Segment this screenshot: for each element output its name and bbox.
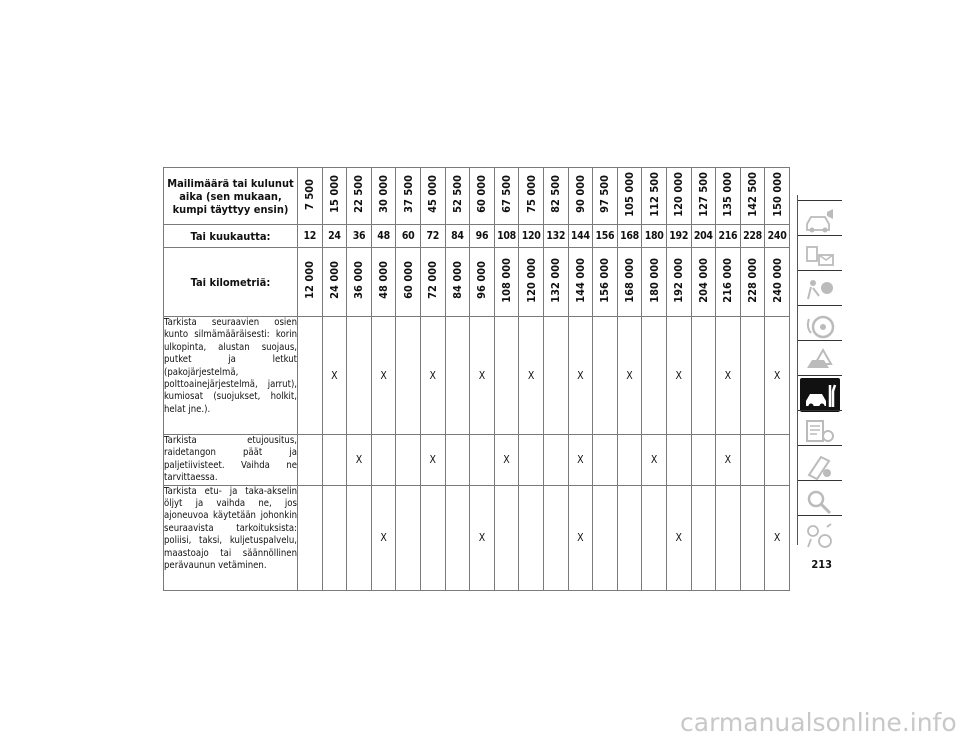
chapter-tab[interactable] bbox=[800, 343, 840, 377]
chapter-tab[interactable] bbox=[800, 448, 840, 482]
task-description: Tarkista etujousitus, raidetangon päät ja paljetiivisteet. Vaihda ne tarvittaessa. bbox=[164, 435, 297, 484]
months-value: 144 bbox=[568, 225, 593, 248]
miles-value: 37 500 bbox=[401, 175, 415, 213]
km-cell bbox=[716, 248, 741, 317]
km-value: 120 000 bbox=[524, 257, 538, 303]
task-mark bbox=[691, 485, 716, 590]
task-mark bbox=[445, 317, 470, 435]
task-mark bbox=[470, 435, 495, 486]
warning-car-icon bbox=[801, 344, 839, 376]
multimedia-icon bbox=[801, 449, 839, 481]
task-mark: X bbox=[470, 317, 495, 435]
task-mark bbox=[593, 485, 618, 590]
km-cell bbox=[494, 248, 519, 317]
km-cell bbox=[371, 248, 396, 317]
km-value: 60 000 bbox=[401, 261, 415, 299]
task-mark bbox=[445, 485, 470, 590]
chapter-tab[interactable] bbox=[800, 378, 840, 412]
months-value: 132 bbox=[543, 225, 568, 248]
months-value: 84 bbox=[445, 225, 470, 248]
miles-cell bbox=[617, 168, 642, 225]
miles-value: 52 500 bbox=[450, 175, 464, 213]
miles-value: 22 500 bbox=[352, 175, 366, 213]
miles-cell bbox=[765, 168, 790, 225]
chapter-tab[interactable] bbox=[800, 413, 840, 447]
miles-cell bbox=[593, 168, 618, 225]
months-value: 108 bbox=[494, 225, 519, 248]
miles-cell bbox=[445, 168, 470, 225]
miles-value: 120 000 bbox=[672, 171, 686, 217]
months-value: 204 bbox=[691, 225, 716, 248]
miles-cell bbox=[347, 168, 372, 225]
task-mark bbox=[322, 485, 347, 590]
task-mark: X bbox=[347, 435, 372, 486]
miles-cell bbox=[691, 168, 716, 225]
months-value: 192 bbox=[666, 225, 691, 248]
task-mark bbox=[445, 435, 470, 486]
months-value: 96 bbox=[470, 225, 495, 248]
task-description: Tarkista seuraavien osien kunto silmämääräisesti: korin ulkopinta, alustan suojaus, putket ja letkut (pakojärjestelmä, polttoainejärjestelmä, jarrut), kumiosat (suojukset, holkit, helat jne.). bbox=[164, 317, 298, 435]
task-mark bbox=[740, 435, 765, 486]
miles-value: 90 000 bbox=[573, 175, 587, 213]
miles-value: 15 000 bbox=[327, 175, 341, 213]
task-mark: X bbox=[420, 317, 445, 435]
months-value: 240 bbox=[765, 225, 790, 248]
km-value: 72 000 bbox=[426, 261, 440, 299]
km-cell bbox=[642, 248, 667, 317]
task-mark bbox=[691, 435, 716, 486]
airbag-icon bbox=[801, 274, 839, 306]
miles-value: 60 000 bbox=[475, 175, 489, 213]
task-mark: X bbox=[494, 435, 519, 486]
km-value: 168 000 bbox=[623, 257, 637, 303]
car-info-icon bbox=[801, 204, 839, 236]
miles-cell bbox=[740, 168, 765, 225]
steering-icon bbox=[801, 309, 839, 341]
chapter-tab[interactable] bbox=[800, 203, 840, 237]
miles-value: 30 000 bbox=[377, 175, 391, 213]
chapter-tab[interactable] bbox=[800, 518, 840, 552]
task-mark bbox=[298, 485, 323, 590]
months-value: 156 bbox=[593, 225, 618, 248]
km-cell bbox=[420, 248, 445, 317]
task-mark: X bbox=[568, 317, 593, 435]
task-mark: X bbox=[642, 435, 667, 486]
task-mark bbox=[347, 485, 372, 590]
tab-divider bbox=[798, 305, 842, 306]
miles-cell bbox=[298, 168, 323, 225]
chapter-tab[interactable] bbox=[800, 273, 840, 307]
miles-cell bbox=[716, 168, 741, 225]
miles-value: 142 500 bbox=[745, 171, 759, 217]
task-row bbox=[164, 317, 790, 435]
maintenance-schedule-table bbox=[163, 167, 790, 591]
task-mark bbox=[396, 317, 421, 435]
task-mark: X bbox=[519, 317, 544, 435]
miles-value: 7 500 bbox=[303, 178, 317, 210]
months-value: 12 bbox=[298, 225, 323, 248]
km-value: 12 000 bbox=[303, 261, 317, 299]
km-value: 96 000 bbox=[475, 261, 489, 299]
miles-value: 75 000 bbox=[524, 175, 538, 213]
miles-value: 105 000 bbox=[623, 171, 637, 217]
task-mark bbox=[420, 485, 445, 590]
km-value: 216 000 bbox=[721, 257, 735, 303]
task-mark bbox=[765, 435, 790, 486]
km-value: 180 000 bbox=[647, 257, 661, 303]
task-mark bbox=[519, 485, 544, 590]
task-mark bbox=[543, 485, 568, 590]
months-value: 180 bbox=[642, 225, 667, 248]
task-mark: X bbox=[568, 435, 593, 486]
task-mark bbox=[543, 317, 568, 435]
km-cell bbox=[568, 248, 593, 317]
km-value: 204 000 bbox=[696, 257, 710, 303]
task-mark: X bbox=[420, 435, 445, 486]
watermark: carmanualsonline.info bbox=[680, 708, 957, 737]
miles-cell bbox=[543, 168, 568, 225]
task-row bbox=[164, 435, 790, 486]
tab-divider bbox=[798, 480, 842, 481]
km-value: 84 000 bbox=[450, 261, 464, 299]
miles-value: 135 000 bbox=[721, 171, 735, 217]
chapter-tab[interactable] bbox=[800, 238, 840, 272]
miles-value: 127 500 bbox=[696, 171, 710, 217]
languages-icon bbox=[801, 519, 839, 551]
tab-divider bbox=[798, 445, 842, 446]
task-mark bbox=[298, 435, 323, 486]
messages-icon bbox=[801, 239, 839, 271]
months-label: Tai kuukautta: bbox=[164, 225, 298, 248]
task-mark bbox=[740, 485, 765, 590]
task-mark bbox=[322, 435, 347, 486]
chapter-tab[interactable] bbox=[800, 308, 840, 342]
task-mark: X bbox=[765, 485, 790, 590]
km-cell bbox=[347, 248, 372, 317]
km-cell bbox=[445, 248, 470, 317]
km-cell bbox=[298, 248, 323, 317]
task-mark bbox=[494, 317, 519, 435]
tab-divider bbox=[798, 235, 842, 236]
tab-divider bbox=[798, 515, 842, 516]
km-value: 48 000 bbox=[377, 261, 391, 299]
task-mark bbox=[642, 317, 667, 435]
task-mark bbox=[617, 435, 642, 486]
miles-cell bbox=[642, 168, 667, 225]
km-row bbox=[164, 248, 790, 317]
miles-value: 97 500 bbox=[598, 175, 612, 213]
months-value: 36 bbox=[347, 225, 372, 248]
km-value: 108 000 bbox=[500, 257, 514, 303]
task-mark bbox=[371, 435, 396, 486]
miles-cell bbox=[371, 168, 396, 225]
km-cell bbox=[740, 248, 765, 317]
miles-value: 45 000 bbox=[426, 175, 440, 213]
task-mark: X bbox=[666, 485, 691, 590]
km-cell bbox=[519, 248, 544, 317]
task-mark: X bbox=[371, 317, 396, 435]
km-value: 240 000 bbox=[770, 257, 784, 303]
service-icon bbox=[801, 379, 839, 411]
task-mark bbox=[716, 485, 741, 590]
km-value: 156 000 bbox=[598, 257, 612, 303]
months-value: 168 bbox=[617, 225, 642, 248]
page-number: 213 bbox=[811, 558, 832, 571]
miles-cell bbox=[494, 168, 519, 225]
km-value: 228 000 bbox=[745, 257, 759, 303]
search-icon bbox=[801, 484, 839, 516]
km-cell bbox=[765, 248, 790, 317]
km-label: Tai kilometriä: bbox=[164, 248, 298, 317]
months-value: 228 bbox=[740, 225, 765, 248]
task-mark bbox=[298, 317, 323, 435]
task-mark bbox=[642, 485, 667, 590]
task-mark: X bbox=[765, 317, 790, 435]
miles-cell bbox=[396, 168, 421, 225]
months-value: 48 bbox=[371, 225, 396, 248]
header-label: Mailimäärä tai kulunut aika (sen mukaan, kumpi täyttyy ensin) bbox=[164, 168, 298, 225]
months-value: 60 bbox=[396, 225, 421, 248]
months-value: 120 bbox=[519, 225, 544, 248]
task-description: Tarkista etu- ja taka-akselin öljyt ja vaihda ne, jos ajoneuvoa käytetään johonkin seuraavista tarkoituksista: poliisi, taksi, kuljetuspalvelu, maastoajo tai säännöllinen perävaunun vetäminen. bbox=[164, 485, 298, 590]
task-mark bbox=[347, 317, 372, 435]
miles-row bbox=[164, 168, 790, 225]
task-mark bbox=[396, 485, 421, 590]
task-mark: X bbox=[716, 435, 741, 486]
km-cell bbox=[543, 248, 568, 317]
miles-cell bbox=[322, 168, 347, 225]
km-value: 144 000 bbox=[573, 257, 587, 303]
tab-divider bbox=[798, 375, 842, 376]
task-mark bbox=[519, 435, 544, 486]
miles-cell bbox=[470, 168, 495, 225]
months-value: 216 bbox=[716, 225, 741, 248]
km-cell bbox=[617, 248, 642, 317]
task-mark bbox=[593, 317, 618, 435]
task-mark bbox=[666, 435, 691, 486]
chapter-tab[interactable] bbox=[800, 483, 840, 517]
months-row bbox=[164, 225, 790, 248]
miles-value: 82 500 bbox=[549, 175, 563, 213]
task-mark bbox=[617, 485, 642, 590]
km-value: 36 000 bbox=[352, 261, 366, 299]
task-mark bbox=[543, 435, 568, 486]
miles-cell bbox=[420, 168, 445, 225]
task-mark: X bbox=[371, 485, 396, 590]
miles-value: 112 500 bbox=[647, 171, 661, 217]
task-row bbox=[164, 485, 790, 590]
km-cell bbox=[666, 248, 691, 317]
task-mark: X bbox=[568, 485, 593, 590]
months-value: 24 bbox=[322, 225, 347, 248]
miles-cell bbox=[519, 168, 544, 225]
tab-divider bbox=[798, 410, 842, 411]
km-cell bbox=[691, 248, 716, 317]
tab-divider bbox=[798, 200, 842, 201]
km-value: 132 000 bbox=[549, 257, 563, 303]
miles-value: 67 500 bbox=[500, 175, 514, 213]
task-mark bbox=[494, 485, 519, 590]
km-cell bbox=[470, 248, 495, 317]
task-mark bbox=[396, 435, 421, 486]
miles-cell bbox=[568, 168, 593, 225]
km-value: 192 000 bbox=[672, 257, 686, 303]
task-mark: X bbox=[322, 317, 347, 435]
task-mark: X bbox=[666, 317, 691, 435]
task-mark: X bbox=[470, 485, 495, 590]
km-cell bbox=[322, 248, 347, 317]
task-mark: X bbox=[716, 317, 741, 435]
specs-icon bbox=[801, 414, 839, 446]
miles-value: 150 000 bbox=[770, 171, 784, 217]
km-cell bbox=[593, 248, 618, 317]
km-cell bbox=[396, 248, 421, 317]
km-value: 24 000 bbox=[327, 261, 341, 299]
tab-divider bbox=[798, 270, 842, 271]
months-value: 72 bbox=[420, 225, 445, 248]
chapter-tabs bbox=[797, 195, 843, 545]
task-mark: X bbox=[617, 317, 642, 435]
task-mark bbox=[593, 435, 618, 486]
miles-cell bbox=[666, 168, 691, 225]
task-mark bbox=[691, 317, 716, 435]
task-mark bbox=[740, 317, 765, 435]
tab-divider bbox=[798, 340, 842, 341]
